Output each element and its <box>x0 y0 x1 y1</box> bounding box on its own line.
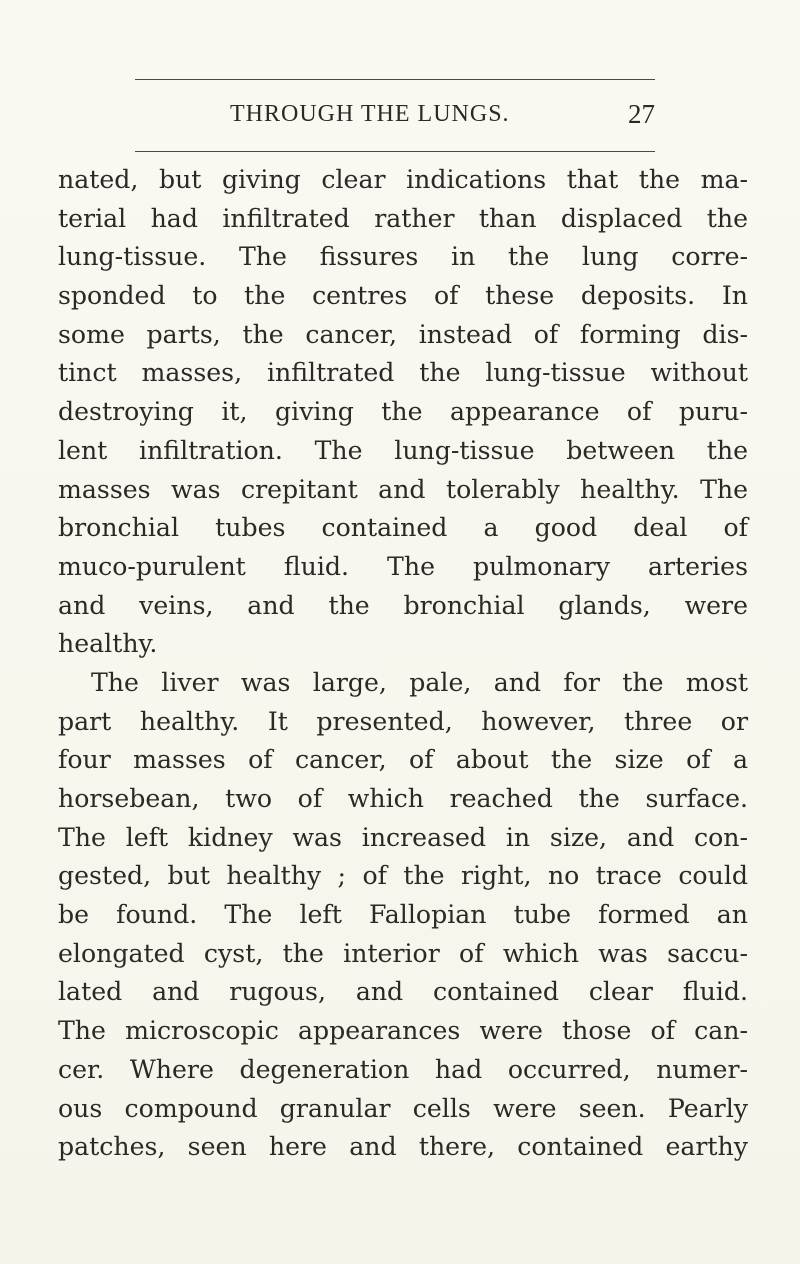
text-line-24: cer. Where degeneration had occurred, numer- <box>58 1054 748 1084</box>
header-top-rule <box>135 79 655 80</box>
text-line-2: terial had infiltrated rather than displaced the <box>58 203 748 233</box>
text-line-14: The liver was large, pale, and for the most <box>91 667 748 697</box>
text-line-13: healthy. <box>58 629 158 659</box>
text-line-26: patches, seen here and there, contained earthy <box>58 1132 748 1162</box>
text-line-11: muco-purulent fluid. The pulmonary arteries <box>58 551 748 581</box>
text-line-16: four masses of cancer, of about the size of a <box>58 745 748 775</box>
text-line-15: part healthy. It presented, however, three or <box>58 706 748 736</box>
text-line-23: The microscopic appearances were those of can- <box>58 1016 748 1046</box>
page-number: 27 <box>628 99 655 129</box>
text-line-10: bronchial tubes contained a good deal of <box>58 513 748 543</box>
text-line-22: lated and rugous, and contained clear fluid. <box>58 977 748 1007</box>
text-line-1: nated, but giving clear indications that the ma- <box>58 165 748 194</box>
text-line-9: masses was crepitant and tolerably healthy. The <box>58 474 748 504</box>
text-line-25: ous compound granular cells were seen. Pearly <box>58 1093 748 1123</box>
text-line-17: horsebean, two of which reached the surface. <box>58 784 748 813</box>
header-bottom-rule <box>135 151 655 152</box>
text-line-21: elongated cyst, the interior of which was saccu- <box>58 938 748 968</box>
text-line-5: some parts, the cancer, instead of forming dis- <box>58 319 748 349</box>
text-line-18: The left kidney was increased in size, and con- <box>58 822 748 852</box>
body-text <box>58 161 748 1167</box>
text-line-8: lent infiltration. The lung-tissue between the <box>58 435 748 465</box>
text-line-12: and veins, and the bronchial glands, were <box>58 590 748 620</box>
text-line-6: tinct masses, infiltrated the lung-tissue without <box>58 358 748 388</box>
text-line-3: lung-tissue. The fissures in the lung corre- <box>58 242 748 272</box>
text-line-19: gested, but healthy ; of the right, no trace could <box>58 861 748 891</box>
text-line-4: sponded to the centres of these deposits. In <box>58 281 748 311</box>
running-title: THROUGH THE LUNGS. <box>230 101 510 127</box>
text-line-7: destroying it, giving the appearance of puru- <box>58 397 748 427</box>
running-header <box>135 84 655 144</box>
text-line-20: be found. The left Fallopian tube formed an <box>58 900 748 930</box>
